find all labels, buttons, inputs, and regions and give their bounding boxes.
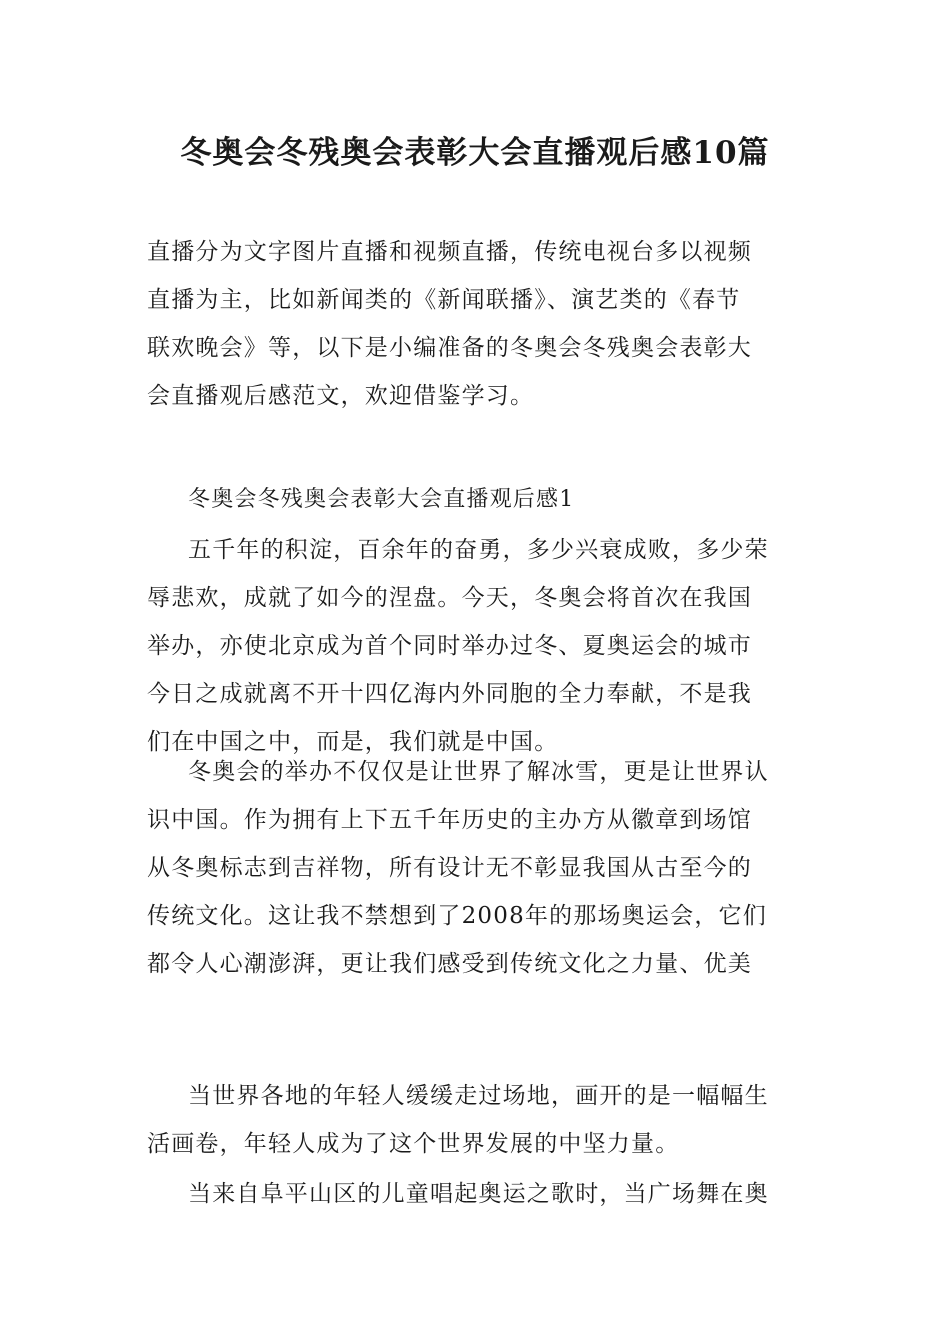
paragraph-line: 当来自阜平山区的儿童唱起奥运之歌时，当广场舞在奥	[188, 1181, 769, 1207]
paragraph-line: 传统文化。这让我不禁想到了2008年的那场奥运会，它们	[147, 903, 767, 929]
paragraph-line: 当世界各地的年轻人缓缓走过场地，画开的是一幅幅生	[188, 1083, 769, 1109]
intro-line: 联欢晚会》等，以下是小编准备的冬奥会冬残奥会表彰大	[147, 335, 752, 361]
paragraph-line: 举办，亦使北京成为首个同时举办过冬、夏奥运会的城市	[147, 633, 752, 659]
section-paragraph-3	[147, 1072, 807, 1168]
section-paragraph-1	[147, 526, 807, 766]
paragraph-line: 辱悲欢，成就了如今的涅盘。今天，冬奥会将首次在我国	[147, 585, 752, 611]
paragraph-line: 识中国。作为拥有上下五千年历史的主办方从徽章到场馆	[147, 807, 752, 833]
intro-paragraph	[147, 228, 807, 420]
section-heading-text: 冬奥会冬残奥会表彰大会直播观后感1	[188, 487, 575, 512]
paragraph-line: 活画卷，年轻人成为了这个世界发展的中坚力量。	[147, 1131, 680, 1157]
paragraph-line: 今日之成就离不开十四亿海内外同胞的全力奉献，不是我	[147, 681, 752, 707]
paragraph-line: 从冬奥标志到吉祥物，所有设计无不彰显我国从古至今的	[147, 855, 752, 881]
section-paragraph-2	[147, 748, 807, 988]
intro-line: 直播为主，比如新闻类的《新闻联播》、演艺类的《春节	[147, 287, 741, 313]
section-paragraph-4	[147, 1170, 807, 1218]
paragraph-line: 都令人心潮澎湃，更让我们感受到传统文化之力量、优美	[147, 951, 752, 977]
intro-line: 会直播观后感范文，欢迎借鉴学习。	[147, 383, 535, 409]
paragraph-line: 五千年的积淀，百余年的奋勇，多少兴衰成败，多少荣	[188, 537, 769, 563]
paragraph-line: 们在中国之中，而是，我们就是中国。	[147, 729, 559, 755]
section-heading	[147, 476, 807, 524]
document-title: 冬奥会冬残奥会表彰大会直播观后感10篇	[180, 135, 770, 171]
paragraph-line: 冬奥会的举办不仅仅是让世界了解冰雪，更是让世界认	[188, 759, 769, 785]
intro-line: 直播分为文字图片直播和视频直播，传统电视台多以视频	[147, 239, 752, 265]
